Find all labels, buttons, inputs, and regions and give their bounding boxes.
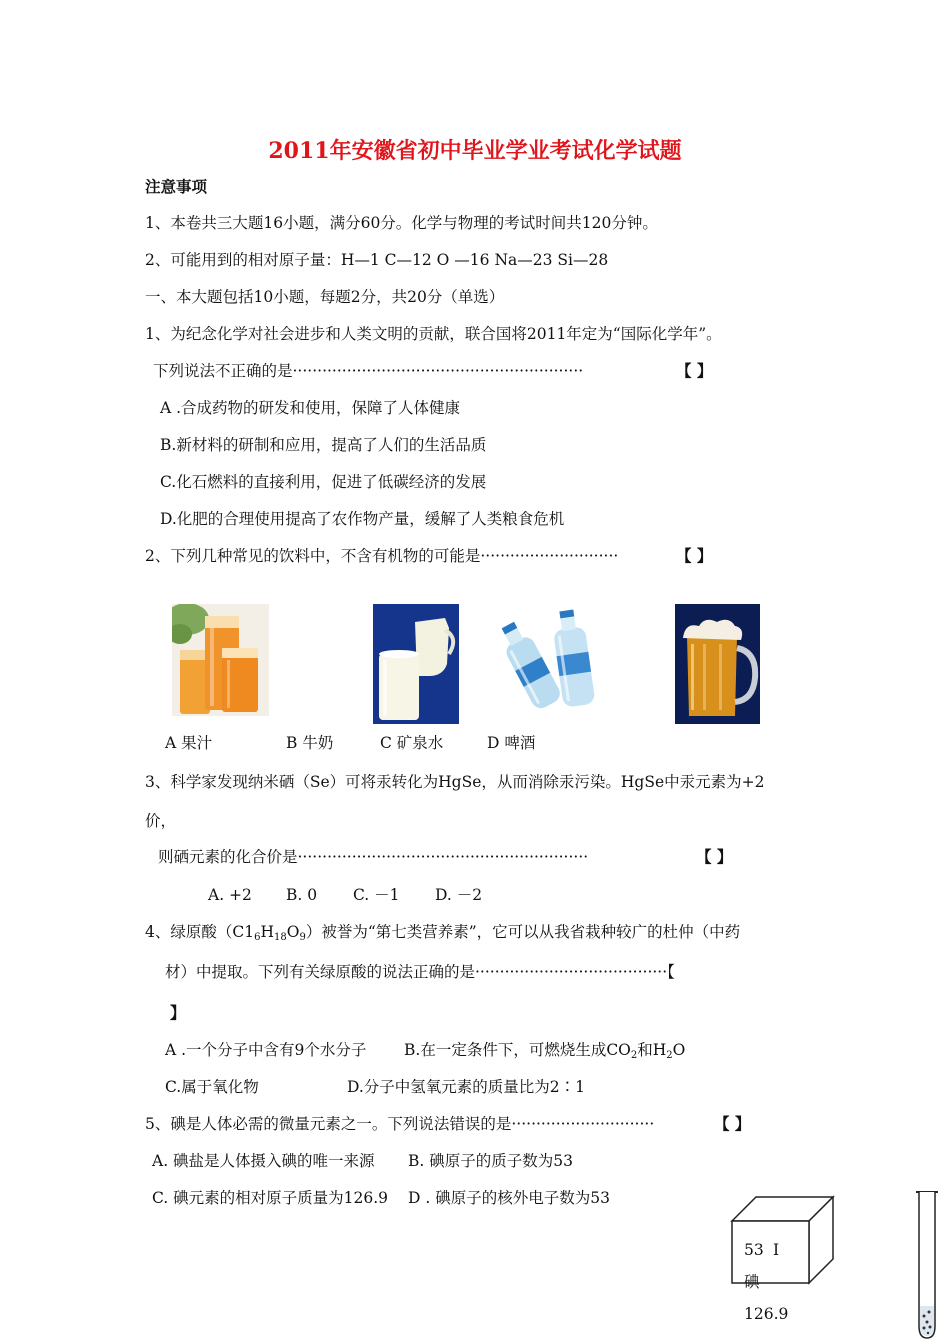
mineral-water-image (493, 606, 603, 710)
q3-stem-line-3: 则硒元素的化合价是··························································· (158, 848, 589, 866)
q2-label-c: C 矿泉水 (380, 734, 444, 752)
q3-stem-line-2: 价， (145, 812, 177, 830)
q1-stem-line-2: 下列说法不正确的是··························································· (153, 362, 584, 380)
q5-stem: 5、碘是人体必需的微量元素之一。下列说法错误的是····························· (145, 1115, 655, 1133)
q4-stem-line-1: 4、绿原酸$(C1_6H_{18}O_9)$被誉为“第七类营养素”，它可以从我省栽种较广的杜仲（中药 (145, 923, 741, 943)
note-2: 2、可能用到的相对原子量：H—1 C—12 O —16 Na—23 Si—28 (145, 251, 609, 269)
note-1: 1、本卷共三大题16小题，满分60分。化学与物理的考试时间共120分钟。 (145, 214, 658, 232)
q3-option-a: A. +2 (208, 886, 252, 904)
page-title: 2011年安徽省初中毕业学业考试化学试题 (268, 138, 682, 164)
q3-answer-bracket: 【 】 (696, 847, 733, 866)
test-tube-icon (912, 1188, 942, 1342)
element-name: 碘 (744, 1273, 760, 1291)
section-1-heading: 一、本大题包括10小题，每题2分，共20分（单选） (145, 288, 505, 306)
beer-image (675, 604, 760, 724)
q2-answer-bracket: 【 】 (676, 546, 713, 565)
q5-option-a: A. 碘盐是人体摄入碘的唯一来源 (152, 1152, 375, 1170)
q2-stem: 2、下列几种常见的饮料中，不含有机物的可能是···························· (145, 547, 619, 565)
milk-image (373, 604, 459, 724)
q4-stem-line-2: 材）中提取。下列有关绿原酸的说法正确的是·······································【 (165, 963, 675, 981)
q5-option-c: C. 碘元素的相对原子质量为126.9 (152, 1189, 389, 1207)
q5-option-b: B. 碘原子的质子数为53 (408, 1152, 573, 1170)
q4-stem-line-3: 】 (170, 1003, 186, 1022)
q4-option-c: C.属于氧化物 (165, 1078, 259, 1096)
q1-option-c: C.化石燃料的直接利用，促进了低碳经济的发展 (160, 473, 487, 491)
q4-option-d: D.分子中氢氧元素的质量比为2∶1 (347, 1078, 586, 1096)
q3-stem-line-1: 3、科学家发现纳米硒（Se）可将汞转化为HgSe，从而消除汞污染。HgSe中汞元素为+2 (145, 773, 765, 791)
q1-option-b: B.新材料的研制和应用，提高了人们的生活品质 (160, 436, 487, 454)
q1-option-a: A .合成药物的研发和使用，保障了人体健康 (160, 399, 461, 417)
q5-option-d: D . 碘原子的核外电子数为53 (408, 1189, 610, 1207)
q1-answer-bracket: 【 】 (676, 361, 713, 380)
q4-option-a: A .一个分子中含有9个水分子 (165, 1041, 367, 1059)
q2-label-b: B 牛奶 (286, 734, 334, 752)
element-atomic-number: 53 (744, 1241, 764, 1259)
notes-heading: 注意事项 (145, 177, 208, 196)
element-symbol: I (773, 1241, 780, 1259)
q3-option-b: B. 0 (286, 886, 318, 904)
q2-label-d: D 啤酒 (487, 734, 536, 752)
q3-option-c: C. －1 (353, 886, 400, 904)
q5-answer-bracket: 【 】 (714, 1114, 751, 1133)
juice-image (172, 604, 269, 716)
q1-option-d: D.化肥的合理使用提高了农作物产量，缓解了人类粮食危机 (160, 510, 565, 528)
element-mass: 126.9 (744, 1305, 789, 1323)
q1-stem-line-1: 1、为纪念化学对社会进步和人类文明的贡献，联合国将2011年定为“国际化学年”。 (145, 325, 722, 343)
q2-label-a: A 果汁 (165, 734, 213, 752)
q3-option-d: D. －2 (435, 886, 483, 904)
q4-option-b: B.在一定条件下，可燃烧生成$CO_2$和$H_2O$ (404, 1041, 686, 1061)
